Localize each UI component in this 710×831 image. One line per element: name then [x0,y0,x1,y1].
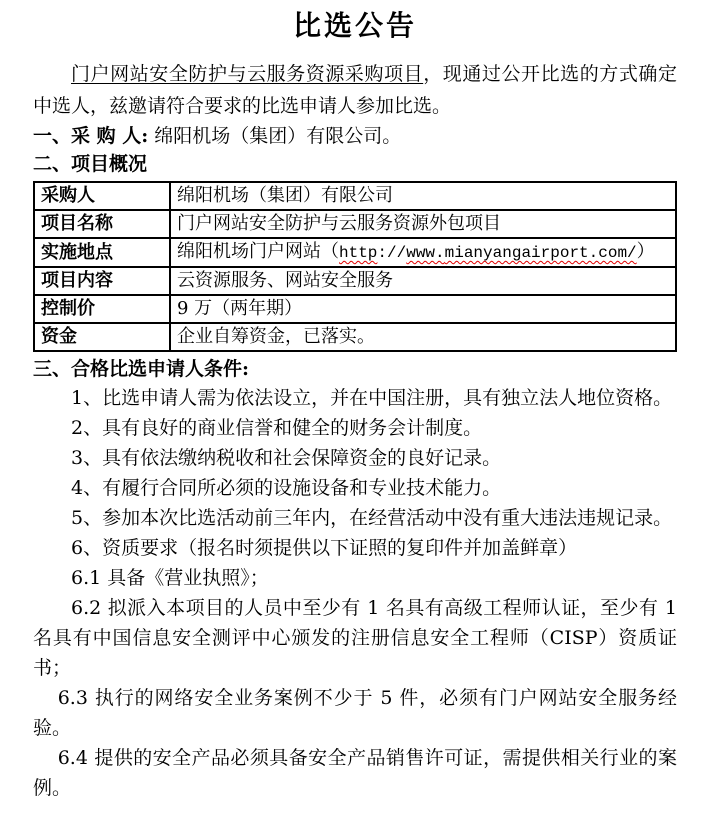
row-value: 门户网站安全防护与云服务资源外包项目 [170,210,676,238]
row-value: 9 万（两年期） [170,295,676,323]
row-label: 项目名称 [34,210,170,238]
purchaser-name: 绵阳机场（集团）有限公司。 [148,125,402,147]
condition-item-6: 6、资质要求（报名时须提供以下证照的复印件并加盖鲜章） [71,537,578,559]
condition-item-2: 2、具有良好的商业信誉和健全的财务会计制度。 [71,417,483,439]
row-label: 采购人 [34,182,170,210]
section-3-heading: 三、合格比选申请人条件: [33,358,250,380]
row-label: 资金 [34,323,170,351]
row-value [170,238,676,267]
intro-paragraph [33,58,677,122]
table-row-project-name [34,210,676,238]
url-domain-text: mianyangairport.com/ [444,244,637,262]
document-title: 比选公告 [292,9,417,42]
condition-item-6-4: 6.4 提供的安全产品必须具备安全产品销售许可证，需提供相关行业的案例。 [33,747,677,799]
project-name-underlined: 门户网站安全防护与云服务资源采购项目 [71,63,424,85]
section-1-label: 一、采 购 人: [33,125,149,147]
section-1-heading [33,122,677,150]
row-label: 控制价 [34,295,170,323]
project-overview-table [33,181,677,352]
location-text-suffix: ） [636,241,655,262]
row-value: 云资源服务、网站安全服务 [170,267,676,295]
table-row-funding [34,323,676,351]
row-value: 企业自筹资金，已落实。 [170,323,676,351]
location-text: 绵阳机场门户网站（ [177,241,339,262]
condition-item-6-2: 6.2 拟派入本项目的人员中至少有 1 名具有高级工程师认证，至少有 1 名具有中国信息安全测评中心颁发的注册信息安全工程师（CISP）资质证书； [33,597,677,679]
url-scheme-text: http [339,244,378,262]
condition-item-6-3: 6.3 执行的网络安全业务案例不少于 5 件，必须有门户网站安全服务经验。 [33,687,677,739]
table-row-purchaser [34,182,676,210]
url-www-text: www. [406,244,445,262]
condition-item-3: 3、具有依法缴纳税收和社会保障资金的良好记录。 [71,447,502,469]
intro-rest-text: ，现通过公开比选的方式确定中选人，兹邀请符合要求的比选申请人参加比选。 [33,63,677,117]
row-label: 项目内容 [34,267,170,295]
table-row-location [34,238,676,267]
row-value: 绵阳机场（集团）有限公司 [170,182,676,210]
url-separator-text: :// [377,244,407,262]
table-row-control-price [34,295,676,323]
condition-item-4: 4、有履行合同所必须的设施设备和专业技术能力。 [71,477,502,499]
condition-item-6-1: 6.1 具备《营业执照》； [71,567,269,589]
condition-item-5: 5、参加本次比选活动前三年内，在经营活动中没有重大违法违规记录。 [71,507,673,529]
section-2-heading: 二、项目概况 [33,153,148,175]
table-row-content [34,267,676,295]
row-label: 实施地点 [34,238,170,267]
condition-item-1: 1、比选申请人需为依法设立，并在中国注册，具有独立法人地位资格。 [71,387,673,409]
